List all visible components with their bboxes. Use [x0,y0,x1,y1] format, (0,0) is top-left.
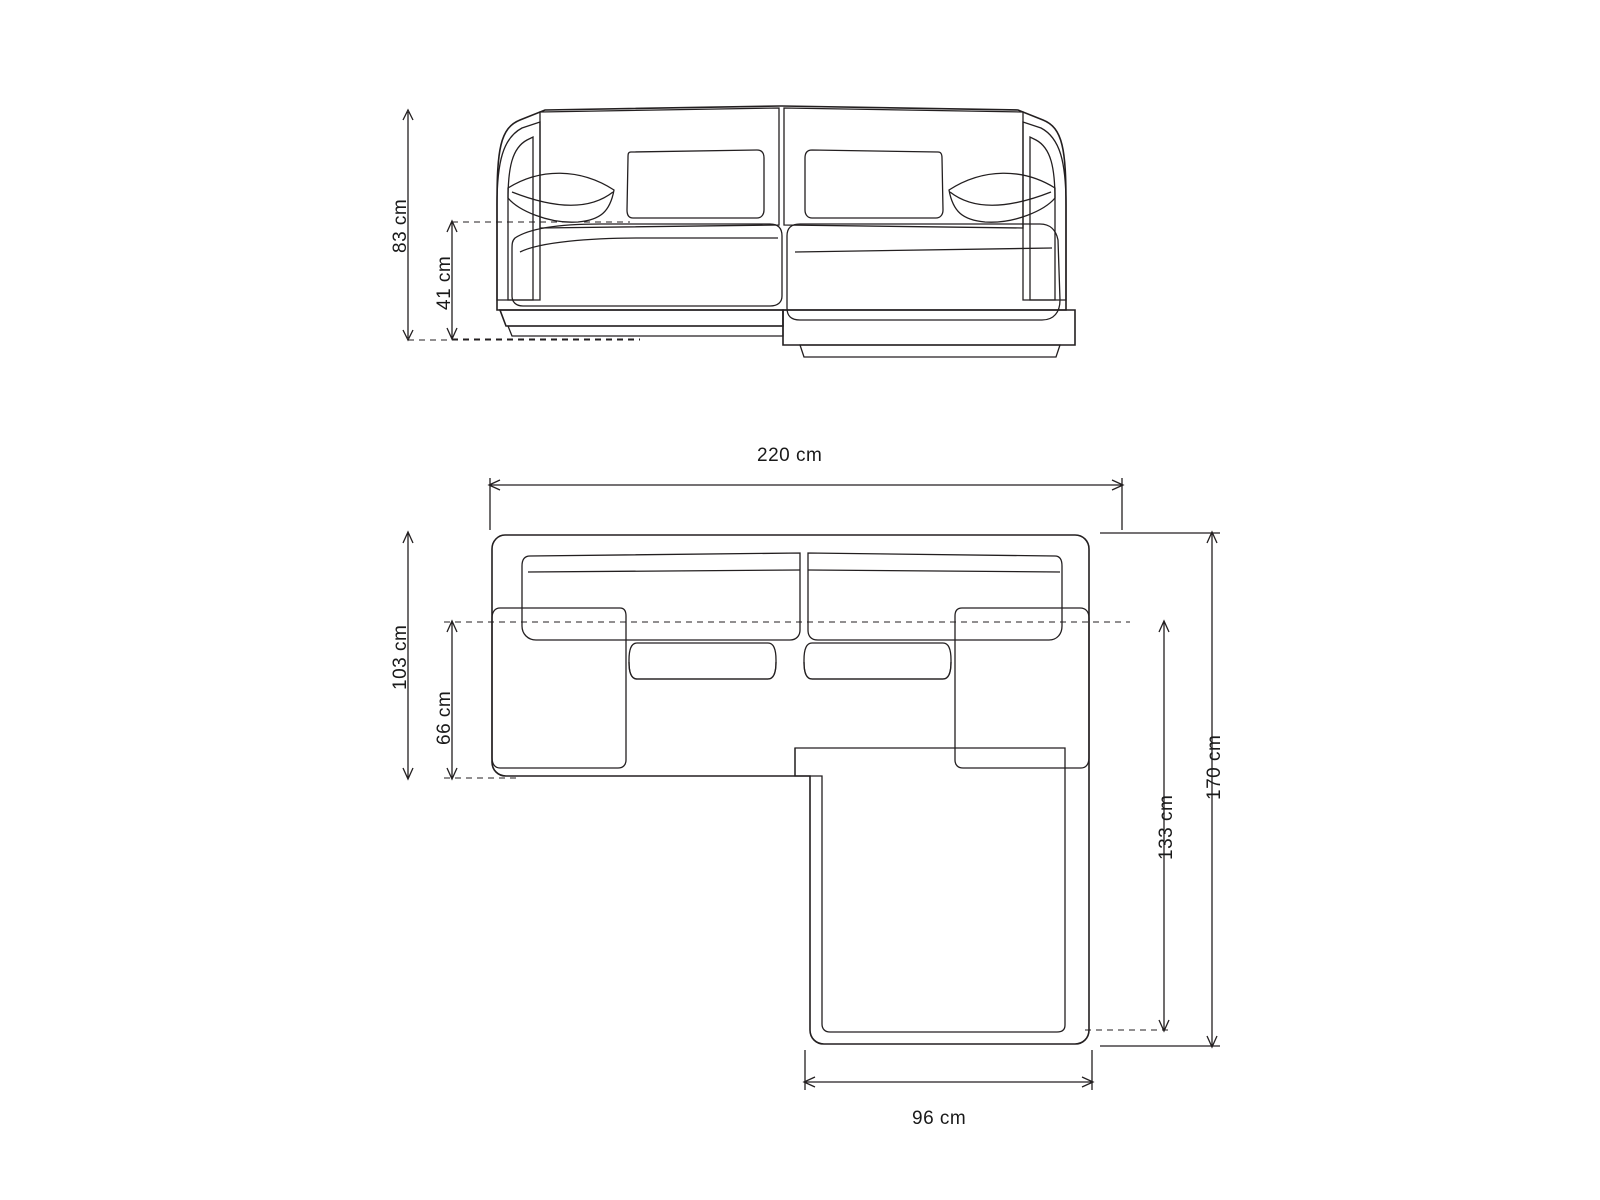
dimension-label-width-220: 220 cm [757,445,823,466]
dimension-label-height-41: 41 cm [434,255,455,310]
top-plan-view [403,478,1220,1090]
front-elevation-view [403,106,1075,357]
dimension-label-depth-66: 66 cm [434,690,455,745]
dimension-label-depth-103: 103 cm [390,624,411,690]
dimension-label-height-83: 83 cm [390,198,411,253]
dimension-label-depth-133: 133 cm [1156,794,1177,860]
dimension-label-width-96: 96 cm [912,1108,967,1129]
dimension-label-depth-170: 170 cm [1204,734,1225,800]
